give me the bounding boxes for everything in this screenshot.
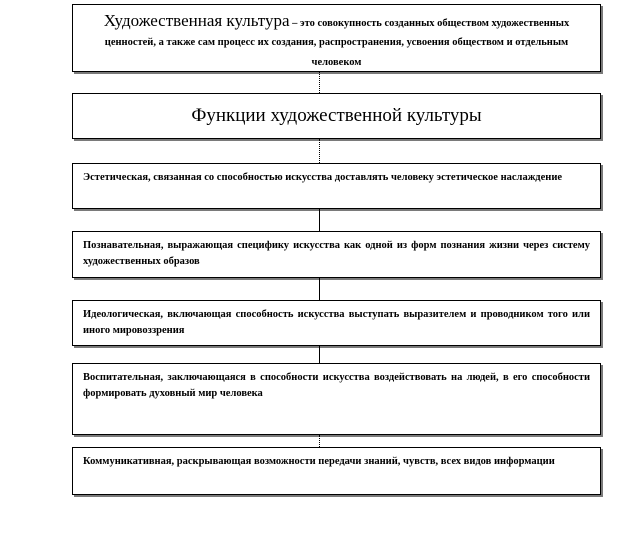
definition-text: – это совокупность созданных обществом художественных ценностей, а также сам процесс их создания, распространения, усвоения обществом и отдельным человеком <box>104 18 570 68</box>
function-text: Коммуникативная, раскрывающая возможности передачи знаний, чувств, всех видов информации <box>83 456 555 467</box>
function-box-aesthetic <box>72 163 601 209</box>
definition-term: Художественная культура <box>103 11 290 30</box>
function-text: Идеологическая, включающая способность искусства выступать выразителем и проводником того или иного мировоззрения <box>83 309 590 337</box>
function-box-ideological <box>72 300 601 346</box>
connector-line <box>319 346 320 363</box>
function-text: Эстетическая, связанная со способностью искусства доставлять человеку эстетическое наслаждение <box>83 172 563 183</box>
functions-heading: Функции художественной культуры <box>191 105 482 126</box>
function-box-educational <box>72 363 601 435</box>
connector-line <box>319 209 320 231</box>
connector-line <box>319 139 320 163</box>
connector-line <box>319 72 320 93</box>
functions-heading-box <box>72 93 601 139</box>
function-text: Познавательная, выражающая специфику искусства как одной из форм познания жизни через систему художественных образов <box>83 240 590 268</box>
connector-line <box>319 435 320 447</box>
function-box-cognitive <box>72 231 601 278</box>
function-box-communicative <box>72 447 601 495</box>
function-text: Воспитательная, заключающаяся в способности искусства воздействовать на людей, в его способности формировать духовный мир человека <box>83 372 590 400</box>
definition-box <box>72 4 601 72</box>
connector-line <box>319 278 320 300</box>
